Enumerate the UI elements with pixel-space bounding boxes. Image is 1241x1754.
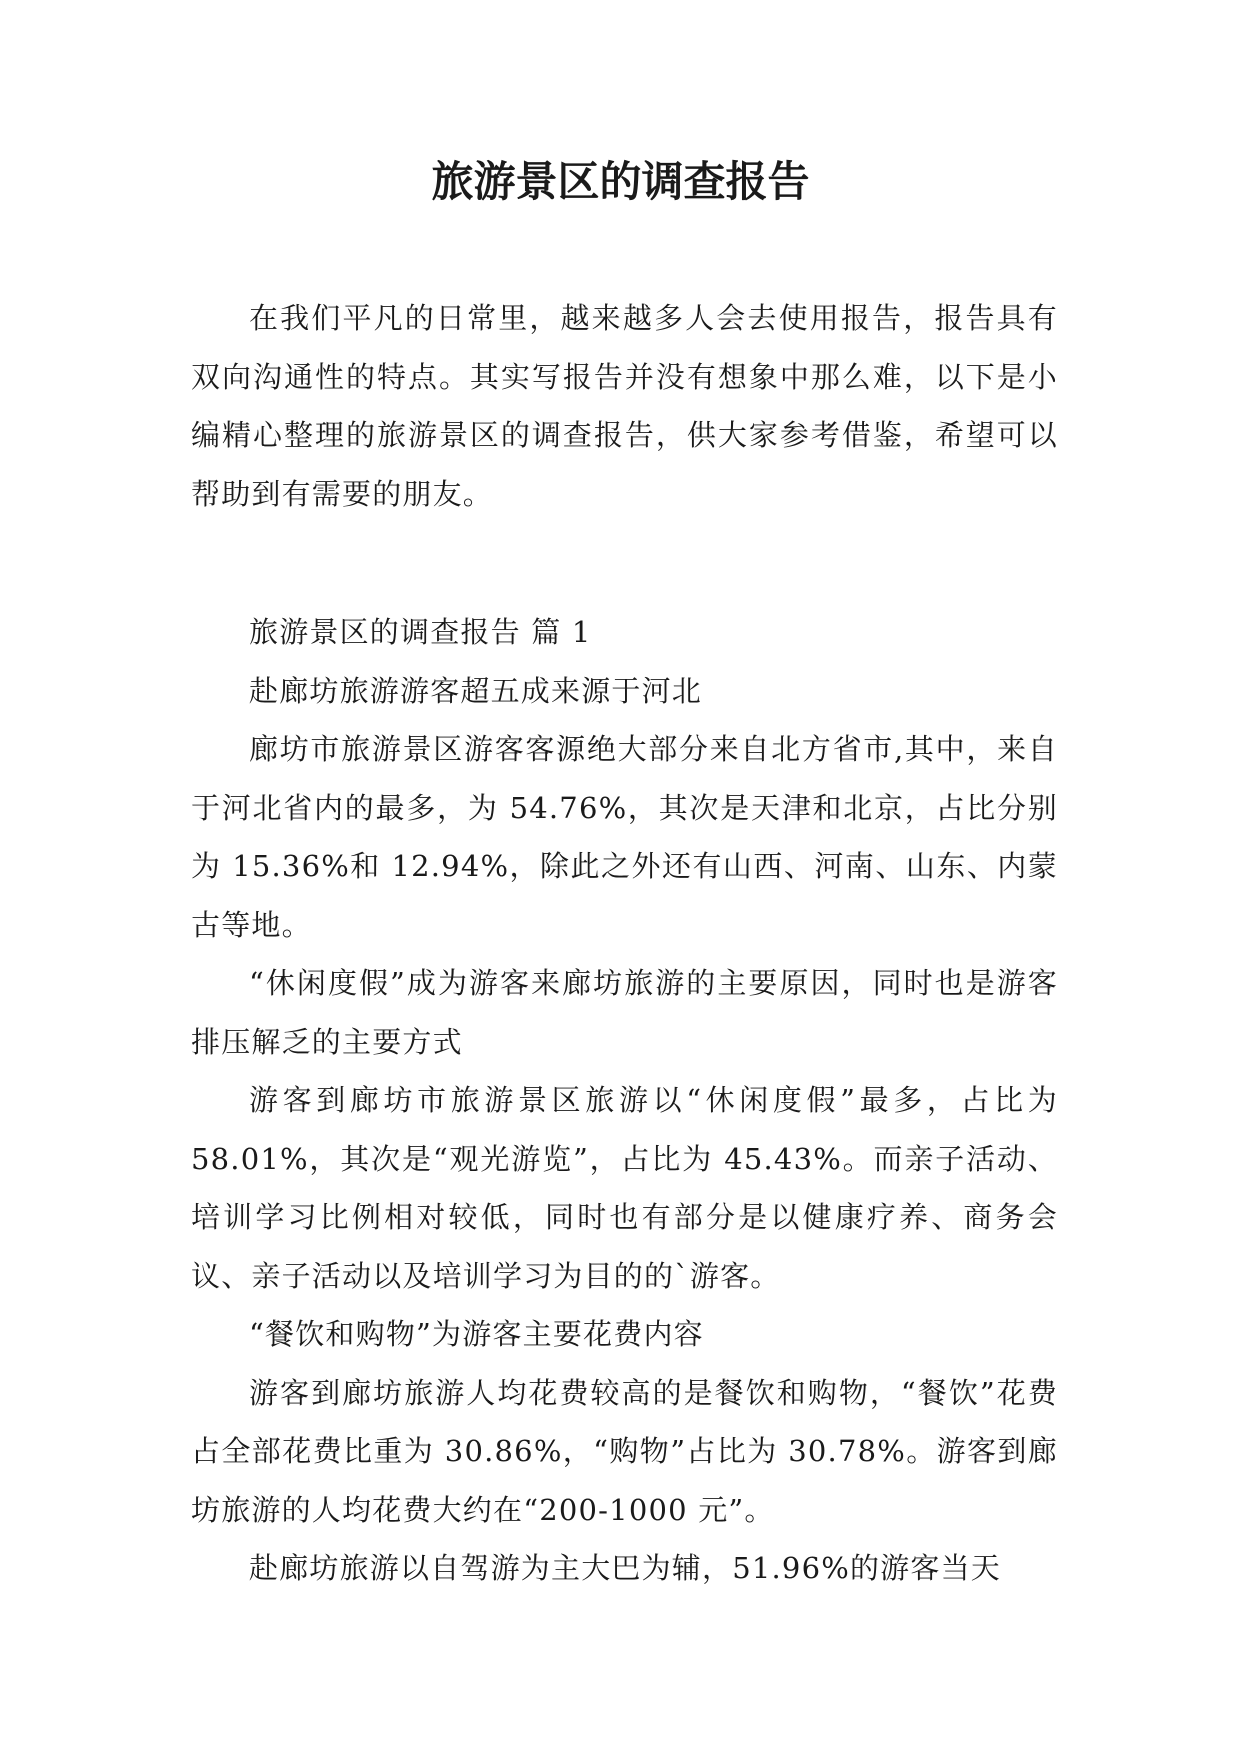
section-heading: 旅游景区的调查报告 篇 1: [249, 615, 592, 649]
document-body: [191, 289, 1058, 1598]
document-title: 旅游景区的调查报告: [431, 157, 810, 206]
intro-paragraph: 在我们平凡的日常里，越来越多人会去使用报告，报告具有双向沟通性的特点。其实写报告并没有想象中那么难，以下是小编精心整理的旅游景区的调查报告，供大家参考借鉴，希望可以帮助到有需要的朋友。: [191, 301, 1058, 511]
subheading-travel-purpose: “休闲度假”成为游客来廊坊旅游的主要原因，同时也是游客排压解乏的主要方式: [191, 966, 1058, 1059]
paragraph-transport: 赴廊坊旅游以自驾游为主大巴为辅，51.96%的游客当天: [249, 1551, 1001, 1585]
subheading-visitor-origin: 赴廊坊旅游游客超五成来源于河北: [249, 673, 703, 708]
paragraph-spending: 游客到廊坊旅游人均花费较高的是餐饮和购物，“餐饮”花费占全部花费比重为 30.86%，“购物”占比为 30.78%。游客到廊坊旅游的人均花费大约在“200-1000 元”。: [191, 1375, 1058, 1527]
subheading-spending: “餐饮和购物”为游客主要花费内容: [249, 1317, 704, 1351]
section-gap: [191, 523, 1058, 603]
paragraph-visitor-origin: 廊坊市旅游景区游客客源绝大部分来自北方省市,其中，来自于河北省内的最多，为 54.76%，其次是天津和北京，占比分别为 15.36%和 12.94%，除此之外还有山西、河南、山东、内蒙古等地。: [191, 732, 1058, 942]
paragraph-travel-purpose: 游客到廊坊市旅游景区旅游以“休闲度假”最多，占比为 58.01%，其次是“观光游览”，占比为 45.43%。而亲子活动、培训学习比例相对较低，同时也有部分是以健康疗养、商务会议、亲子活动以及培训学习为目的的`游客。: [191, 1083, 1058, 1293]
